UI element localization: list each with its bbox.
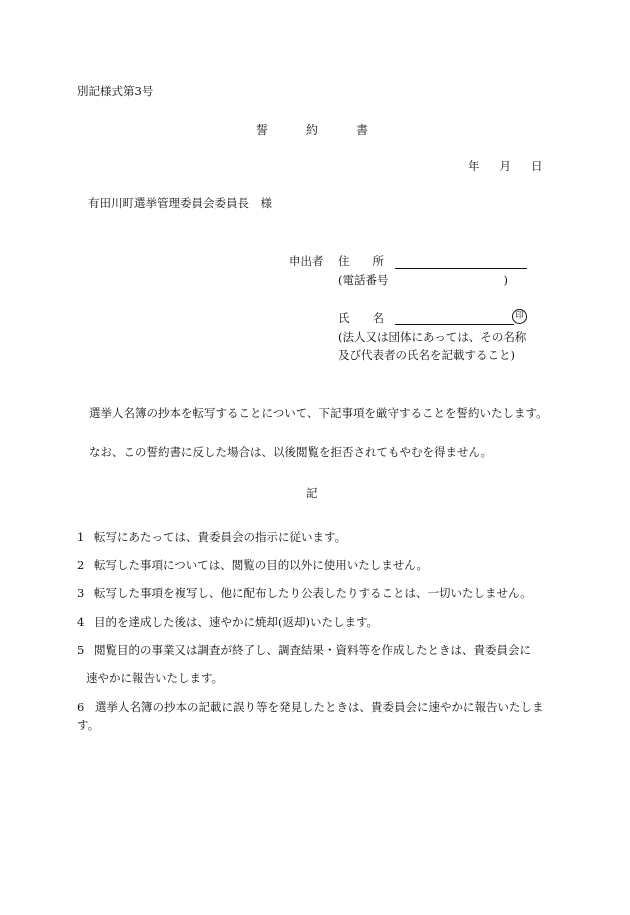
pledge-paragraph: 選挙人名簿の抄本を転写することについて、下記事項を厳守することを誓約いたします。: [89, 406, 548, 420]
name-field-line: [395, 324, 514, 325]
item-text: 転写した事項については、閲覧の目的以外に使用いたしません。: [94, 558, 428, 572]
item-text: 目的を達成した後は、速やかに焼却(返却)いたします。: [94, 615, 379, 629]
item-text: 転写にあたっては、貴委員会の指示に従います。: [94, 530, 347, 544]
name-label: 氏 名: [338, 311, 384, 325]
address-field-line: [395, 268, 527, 269]
list-item: [77, 560, 557, 572]
title-char-2: 約: [306, 123, 319, 137]
phone-field: [338, 275, 508, 287]
form-number: 別記様式第3号: [77, 84, 154, 98]
ki-heading: 記: [306, 486, 318, 500]
list-item: [77, 588, 557, 600]
item-number: 6: [77, 700, 85, 714]
corporation-note-line-1: (法人又は団体にあっては、その名称: [338, 330, 527, 344]
date-line: [468, 161, 543, 173]
item-text: 選挙人名簿の抄本の記載に誤り等を発見したときは、貴委員会に速やかに報告いたします。: [77, 700, 544, 732]
date-month-label: 月: [499, 159, 511, 173]
title-char-1: 誓: [256, 123, 269, 137]
list-item: [77, 532, 557, 544]
list-item: [77, 617, 557, 629]
date-year-label: 年: [468, 159, 480, 173]
item-text: 閲覧目的の事業又は調査が終了し、調査結果・資料等を作成したときは、貴委員会に: [94, 643, 531, 657]
list-item: [77, 698, 562, 734]
addressee: 有田川町選挙管理委員会委員長 様: [88, 196, 272, 210]
item-number: 5: [77, 643, 85, 657]
list-item: [77, 645, 557, 657]
phone-label: (電話番号: [338, 273, 389, 287]
item-text-continuation: 速やかに報告いたします。: [86, 671, 224, 685]
item-number: 2: [77, 558, 85, 572]
date-day-label: 日: [531, 159, 543, 173]
title-char-3: 書: [356, 123, 369, 137]
refusal-notice-paragraph: なお、この誓約書に反した場合は、以後閲覧を拒否されてもやむを得ません。: [89, 445, 493, 459]
address-label: 住 所: [338, 254, 384, 268]
seal-icon: 印: [512, 309, 527, 324]
corporation-note-line-2: 及び代表者の氏名を記載すること): [338, 348, 515, 362]
item-number: 3: [77, 586, 85, 600]
item-number: 4: [77, 615, 85, 629]
item-number: 1: [77, 530, 85, 544]
applicant-label: 申出者: [289, 254, 324, 268]
phone-close-paren: ): [503, 273, 508, 287]
document-title: [256, 124, 368, 136]
item-text: 転写した事項を複写し、他に配布したり公表したりすることは、一切いたしません。: [94, 586, 532, 600]
